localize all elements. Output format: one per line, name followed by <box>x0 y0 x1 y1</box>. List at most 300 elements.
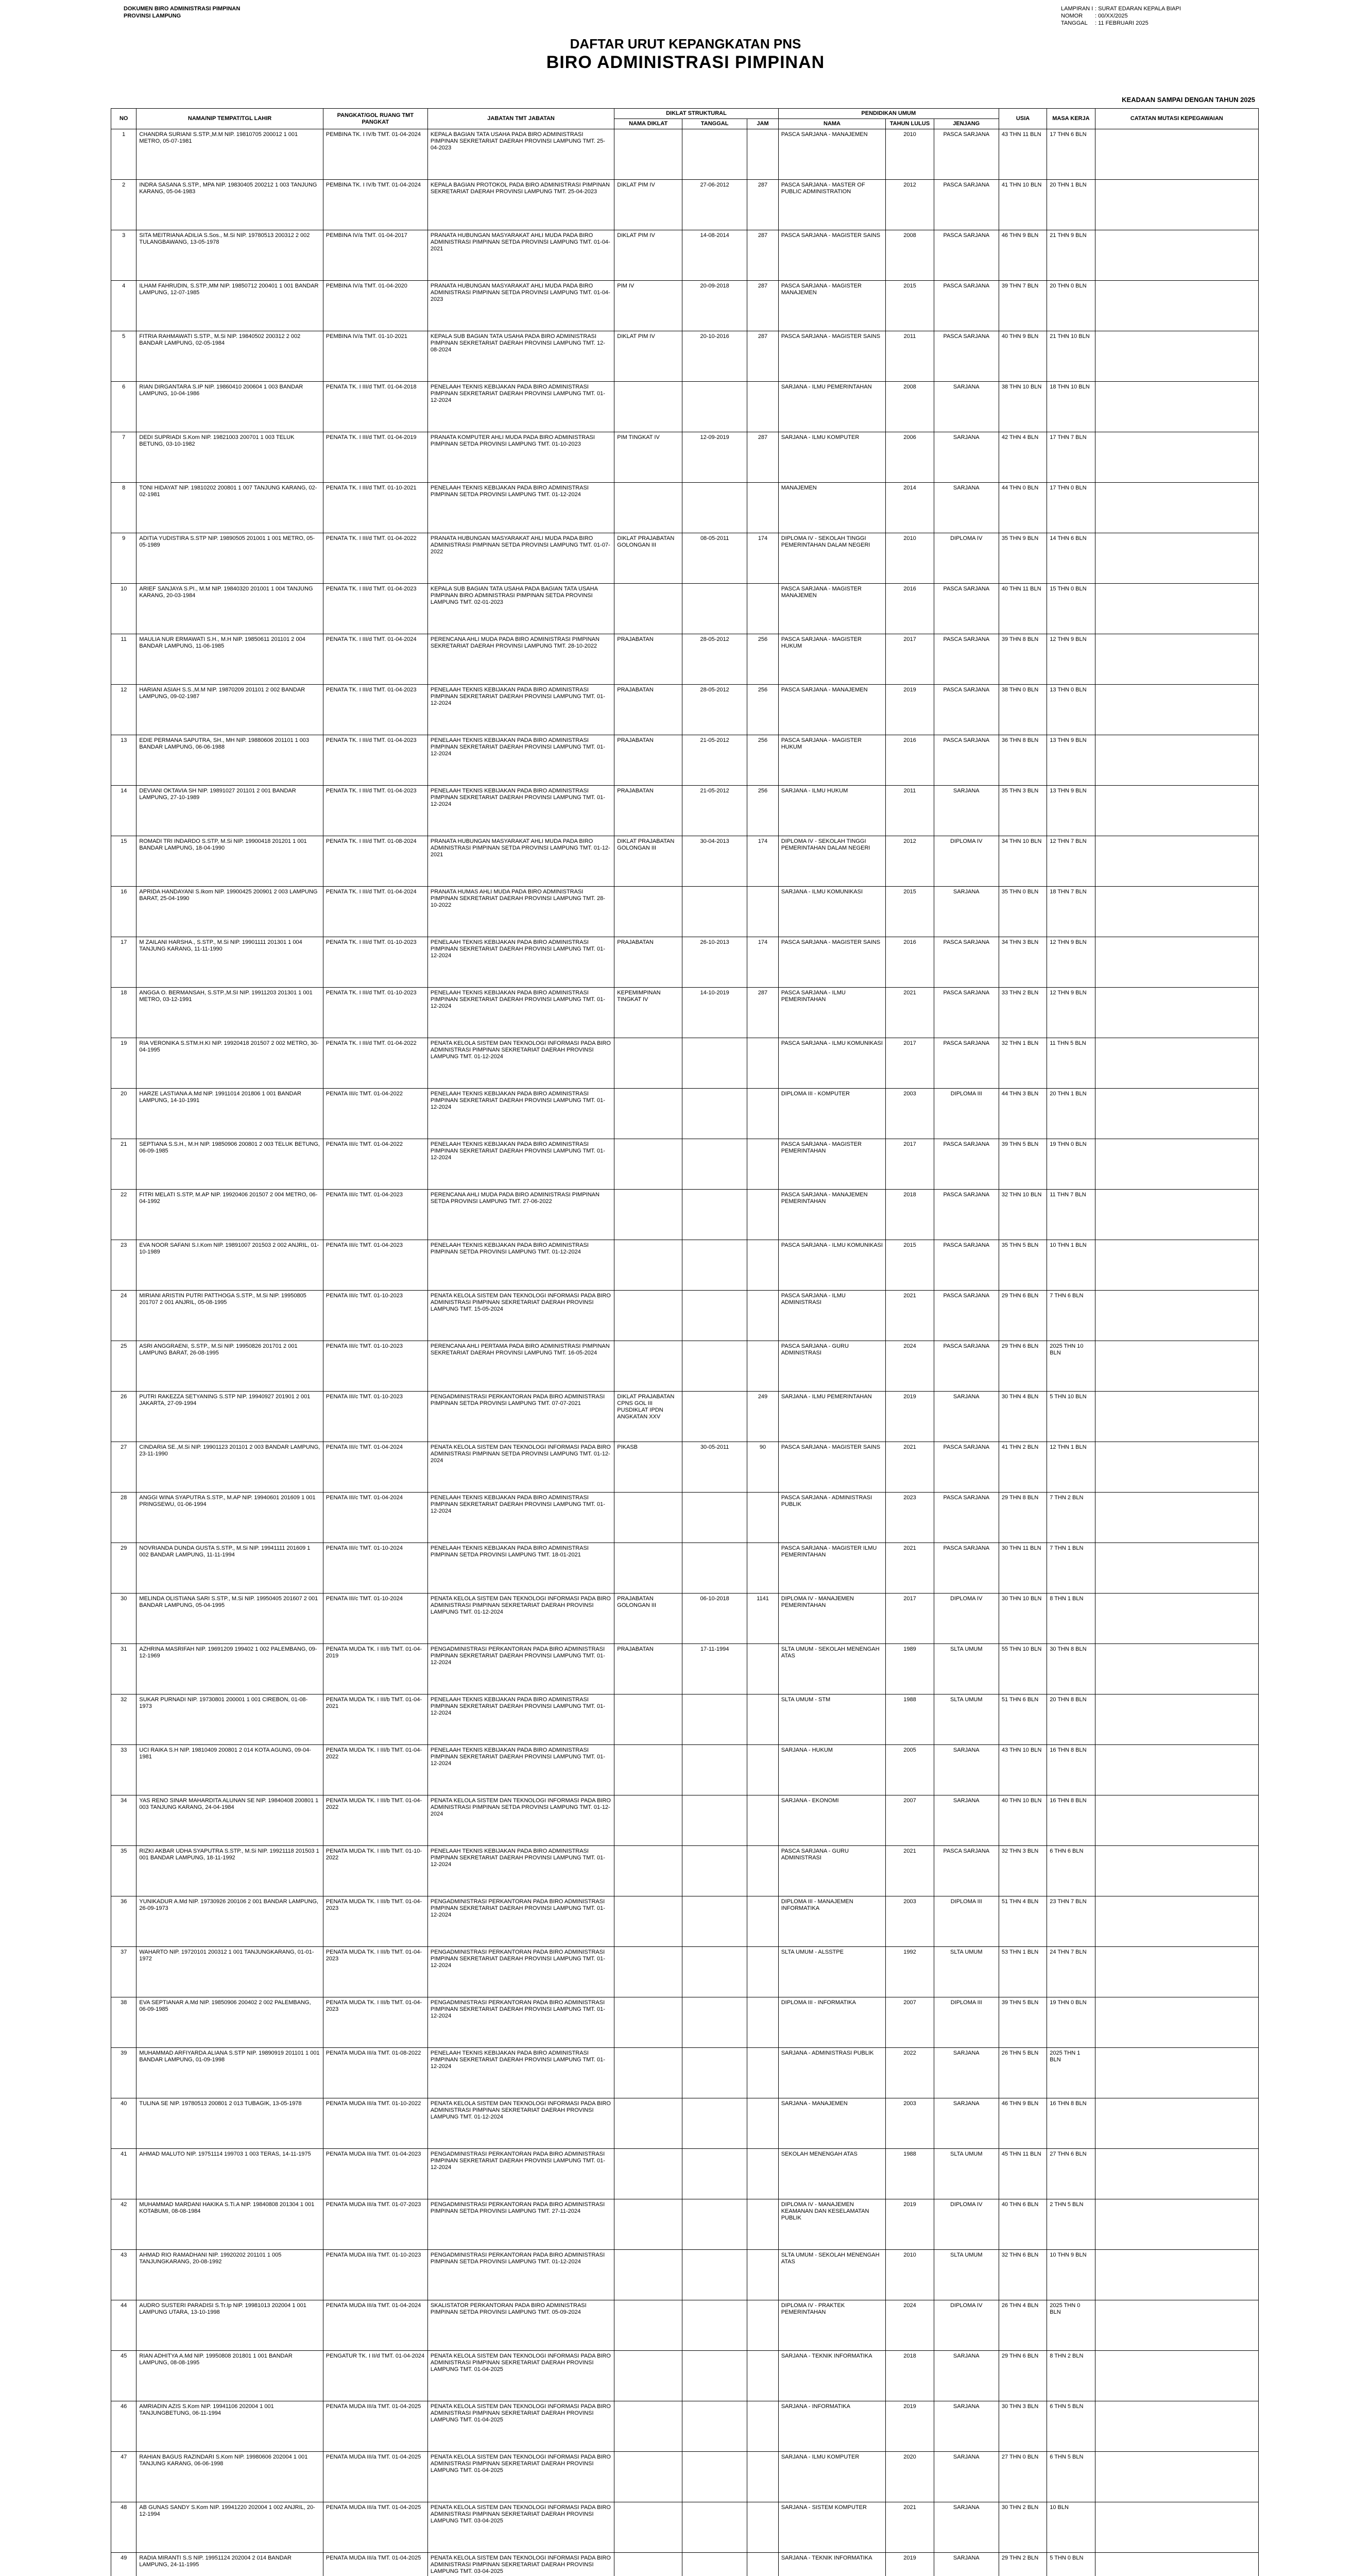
cell-training-date <box>682 1795 747 1846</box>
cell-notes <box>1095 533 1258 584</box>
cell-graduation-year: 2003 <box>886 2098 934 2149</box>
cell-name: NOVRIANDA DUNDA GUSTA S.STP., M.Si NIP. 19941111 201609 1 002 BANDAR LAMPUNG, 11-11-1994 <box>136 1543 323 1594</box>
cell-education-name: SLTA UMUM - ALSSTPE <box>778 1947 886 1997</box>
cell-notes <box>1095 1896 1258 1947</box>
cell-rank: PENGATUR TK. I II/d TMT. 01-04-2024 <box>323 2351 427 2401</box>
cell-rank: PEMBINA TK. I IV/b TMT. 01-04-2024 <box>323 180 427 230</box>
cell-training-name <box>614 1896 682 1947</box>
table-row <box>111 2149 1259 2199</box>
cell-training-hours: 174 <box>747 836 778 887</box>
cell-notes <box>1095 2351 1258 2401</box>
cell-training-hours <box>747 2300 778 2351</box>
cell-rank: PENATA TK. I III/d TMT. 01-04-2023 <box>323 584 427 634</box>
cell-notes <box>1095 1089 1258 1139</box>
cell-notes <box>1095 1291 1258 1341</box>
cell-notes <box>1095 2553 1258 2576</box>
cell-training-hours <box>747 1038 778 1089</box>
cell-rank: PENATA MUDA III/a TMT. 01-04-2024 <box>323 2300 427 2351</box>
cell-age: 46 THN 9 BLN <box>999 230 1047 281</box>
cell-education-name: PASCA SARJANA - MASTER OF PUBLIC ADMINISTRATION <box>778 180 886 230</box>
cell-training-name <box>614 1190 682 1240</box>
cell-training-date <box>682 2149 747 2199</box>
cell-position: PENATA KELOLA SISTEM DAN TEKNOLOGI INFORMASI PADA BIRO ADMINISTRASI PIMPINAN SEKRETARIAT DAERAH PROVINSI LAMPUNG TMT. 01-12-2024 <box>427 1594 614 1644</box>
cell-no: 10 <box>111 584 136 634</box>
cell-no: 43 <box>111 2250 136 2300</box>
cell-graduation-year: 2015 <box>886 281 934 331</box>
cell-position: PENELAAH TEKNIS KEBIJAKAN PADA BIRO ADMINISTRASI PIMPINAN SEKRETARIAT DAERAH PROVINSI LAMPUNG TMT. 01-12-2024 <box>427 685 614 735</box>
cell-name: ASRI ANGGRAENI, S.STP., M.Si NIP. 19950826 201701 2 001 LAMPUNG BARAT, 26-08-1995 <box>136 1341 323 1392</box>
cell-education-level: PASCA SARJANA <box>934 180 999 230</box>
table-row <box>111 988 1259 1038</box>
cell-age: 40 THN 9 BLN <box>999 331 1047 382</box>
cell-training-date: 14-10-2019 <box>682 988 747 1038</box>
cell-position: PENGADMINISTRASI PERKANTORAN PADA BIRO ADMINISTRASI PIMPINAN SEKRETARIAT DAERAH PROVINSI LAMPUNG TMT. 01-12-2024 <box>427 2149 614 2199</box>
cell-rank: PENATA TK. I III/d TMT. 01-04-2022 <box>323 533 427 584</box>
cell-service-years: 2025 THN 1 BLN <box>1047 2048 1095 2098</box>
cell-graduation-year: 2019 <box>886 2553 934 2576</box>
cell-age: 35 THN 5 BLN <box>999 1240 1047 1291</box>
cell-training-date <box>682 1240 747 1291</box>
cell-education-level: DIPLOMA III <box>934 1896 999 1947</box>
cell-education-name: PASCA SARJANA - ADMINISTRASI PUBLIK <box>778 1493 886 1543</box>
cell-no: 40 <box>111 2098 136 2149</box>
cell-training-name: DIKLAT PRAJABATAN GOLONGAN III <box>614 533 682 584</box>
cell-rank: PENATA III/c TMT. 01-04-2022 <box>323 1139 427 1190</box>
cell-position: PENATA KELOLA SISTEM DAN TEKNOLOGI INFORMASI PADA BIRO ADMINISTRASI PIMPINAN SEKRETARIAT DAERAH PROVINSI LAMPUNG TMT. 15-05-2024 <box>427 1291 614 1341</box>
cell-position: PENELAAH TEKNIS KEBIJAKAN PADA BIRO ADMINISTRASI PIMPINAN SEKRETARIAT DAERAH PROVINSI LAMPUNG TMT. 01-12-2024 <box>427 1694 614 1745</box>
cell-graduation-year: 2024 <box>886 1341 934 1392</box>
col-general-education: PENDIDIKAN UMUM <box>778 109 999 119</box>
cell-training-hours <box>747 1543 778 1594</box>
cell-training-name: DIKLAT PRAJABATAN GOLONGAN III <box>614 836 682 887</box>
cell-education-level: PASCA SARJANA <box>934 685 999 735</box>
cell-age: 29 THN 6 BLN <box>999 1341 1047 1392</box>
cell-age: 29 THN 8 BLN <box>999 1493 1047 1543</box>
cell-education-level: PASCA SARJANA <box>934 1291 999 1341</box>
cell-education-name: PASCA SARJANA - MAGISTER SAINS <box>778 1442 886 1493</box>
cell-graduation-year: 2024 <box>886 2300 934 2351</box>
cell-name: APRIDA HANDAYANI S.Ikom NIP. 19900425 200901 2 003 LAMPUNG BARAT, 25-04-1990 <box>136 887 323 937</box>
attachment-label: NOMOR <box>1061 13 1083 19</box>
cell-service-years: 21 THN 9 BLN <box>1047 230 1095 281</box>
cell-graduation-year: 2019 <box>886 685 934 735</box>
attachment-label: TANGGAL <box>1061 20 1088 26</box>
cell-service-years: 6 THN 5 BLN <box>1047 2401 1095 2452</box>
cell-training-date: 21-05-2012 <box>682 786 747 836</box>
cell-education-level: PASCA SARJANA <box>934 1341 999 1392</box>
cell-education-level: PASCA SARJANA <box>934 1846 999 1896</box>
cell-training-date <box>682 2300 747 2351</box>
cell-position: PENGADMINISTRASI PERKANTORAN PADA BIRO ADMINISTRASI PIMPINAN SEKRETARIAT DAERAH PROVINSI LAMPUNG TMT. 01-12-2024 <box>427 1644 614 1694</box>
cell-training-name: PIKASB <box>614 1442 682 1493</box>
cell-position: KEPALA BAGIAN TATA USAHA PADA BIRO ADMINISTRASI PIMPINAN SEKRETARIAT DAERAH PROVINSI LAMPUNG TMT. 25-04-2023 <box>427 129 614 180</box>
cell-education-name: PASCA SARJANA - MANAJEMEN <box>778 129 886 180</box>
cell-name: M ZAILANI HARSHA., S.STP., M.Si NIP. 19901111 201301 1 004 TANJUNG KARANG, 11-11-1990 <box>136 937 323 988</box>
cell-training-name <box>614 382 682 432</box>
cell-training-hours <box>747 382 778 432</box>
document-source-line2: PROVINSI LAMPUNG <box>124 13 181 19</box>
cell-no: 1 <box>111 129 136 180</box>
cell-no: 19 <box>111 1038 136 1089</box>
cell-education-level: PASCA SARJANA <box>934 988 999 1038</box>
cell-name: AZHRINA MASRIFAH NIP. 19691209 199402 1 002 PALEMBANG, 09-12-1969 <box>136 1644 323 1694</box>
cell-training-hours: 174 <box>747 533 778 584</box>
cell-training-date <box>682 1089 747 1139</box>
cell-training-hours <box>747 1795 778 1846</box>
cell-position: PRANATA KOMPUTER AHLI MUDA PADA BIRO ADMINISTRASI PIMPINAN SETDA PROVINSI LAMPUNG TMT. 01-10-2023 <box>427 432 614 483</box>
cell-service-years: 17 THN 0 BLN <box>1047 483 1095 533</box>
cell-name: SEPTIANA S.S.H., M.H NIP. 19850906 200801 2 003 TELUK BETUNG, 06-09-1985 <box>136 1139 323 1190</box>
cell-rank: PENATA MUDA TK. I III/b TMT. 01-04-2023 <box>323 1947 427 1997</box>
cell-no: 26 <box>111 1392 136 1442</box>
cell-notes <box>1095 2149 1258 2199</box>
cell-position: SKALISTATOR PERKANTORAN PADA BIRO ADMINISTRASI PIMPINAN SETDA PROVINSI LAMPUNG TMT. 05-09-2024 <box>427 2300 614 2351</box>
cell-training-date: 21-05-2012 <box>682 735 747 786</box>
cell-age: 32 THN 3 BLN <box>999 1846 1047 1896</box>
cell-rank: PENATA III/c TMT. 01-10-2023 <box>323 1291 427 1341</box>
cell-training-date <box>682 1694 747 1745</box>
cell-graduation-year: 2007 <box>886 1795 934 1846</box>
cell-training-name <box>614 1543 682 1594</box>
cell-age: 55 THN 10 BLN <box>999 1644 1047 1694</box>
cell-service-years: 12 THN 9 BLN <box>1047 937 1095 988</box>
col-training-name: NAMA DIKLAT <box>614 119 682 129</box>
cell-service-years: 8 THN 1 BLN <box>1047 1594 1095 1644</box>
cell-service-years: 12 THN 9 BLN <box>1047 988 1095 1038</box>
as-of-date: KEADAAN SAMPAI DENGAN TAHUN 2025 <box>1122 96 1255 104</box>
attachment-value: : SURAT EDARAN KEPALA BIAPI <box>1095 6 1181 12</box>
table-row <box>111 1493 1259 1543</box>
cell-service-years: 17 THN 7 BLN <box>1047 432 1095 483</box>
attachment-reference <box>1061 5 1181 27</box>
cell-age: 30 THN 3 BLN <box>999 2401 1047 2452</box>
cell-no: 25 <box>111 1341 136 1392</box>
cell-education-name: SARJANA - ILMU PEMERINTAHAN <box>778 382 886 432</box>
cell-service-years: 18 THN 10 BLN <box>1047 382 1095 432</box>
cell-graduation-year: 2016 <box>886 584 934 634</box>
cell-training-date: 12-09-2019 <box>682 432 747 483</box>
table-row <box>111 382 1259 432</box>
cell-no: 16 <box>111 887 136 937</box>
cell-name: TONI HIDAYAT NIP. 19810202 200801 1 007 TANJUNG KARANG, 02-02-1981 <box>136 483 323 533</box>
cell-training-name <box>614 1089 682 1139</box>
cell-training-name: PRAJABATAN <box>614 634 682 685</box>
cell-education-level: DIPLOMA III <box>934 1997 999 2048</box>
col-notes: CATATAN MUTASI KEPEGAWAIAN <box>1095 109 1258 129</box>
table-row <box>111 1240 1259 1291</box>
cell-training-name: DIKLAT PIM IV <box>614 230 682 281</box>
cell-graduation-year: 2015 <box>886 887 934 937</box>
cell-training-hours: 287 <box>747 988 778 1038</box>
cell-rank: PENATA MUDA III/a TMT. 01-04-2025 <box>323 2401 427 2452</box>
cell-education-level: PASCA SARJANA <box>934 634 999 685</box>
cell-training-date: 30-05-2011 <box>682 1442 747 1493</box>
cell-education-name: PASCA SARJANA - MAGISTER MANAJEMEN <box>778 281 886 331</box>
cell-training-hours <box>747 1644 778 1694</box>
cell-name: SUKAR PURNADI NIP. 19730801 200001 1 001 CIREBON, 01-08-1973 <box>136 1694 323 1745</box>
cell-notes <box>1095 432 1258 483</box>
cell-rank: PENATA MUDA III/a TMT. 01-04-2025 <box>323 2452 427 2502</box>
cell-position: PENGADMINISTRASI PERKANTORAN PADA BIRO ADMINISTRASI PIMPINAN SETDA PROVINSI LAMPUNG TMT. 07-07-2021 <box>427 1392 614 1442</box>
cell-notes <box>1095 2401 1258 2452</box>
cell-training-hours <box>747 2098 778 2149</box>
cell-graduation-year: 1992 <box>886 1947 934 1997</box>
table-row <box>111 1038 1259 1089</box>
cell-age: 29 THN 6 BLN <box>999 1291 1047 1341</box>
cell-rank: PENATA TK. I III/d TMT. 01-04-2024 <box>323 634 427 685</box>
cell-name: AHMAD RIO RAMADHANI NIP. 19920202 201101 1 005 TANJUNGKARANG, 20-08-1992 <box>136 2250 323 2300</box>
cell-name: CINDARIA SE.,M.Si NIP. 19901123 201101 2 003 BANDAR LAMPUNG, 23-11-1990 <box>136 1442 323 1493</box>
cell-training-hours <box>747 2452 778 2502</box>
cell-age: 44 THN 3 BLN <box>999 1089 1047 1139</box>
cell-education-level: PASCA SARJANA <box>934 1038 999 1089</box>
cell-notes <box>1095 1341 1258 1392</box>
col-name: NAMA/NIP TEMPAT/TGL LAHIR <box>136 109 323 129</box>
cell-service-years: 30 THN 8 BLN <box>1047 1644 1095 1694</box>
cell-no: 20 <box>111 1089 136 1139</box>
cell-education-name: SEKOLAH MENENGAH ATAS <box>778 2149 886 2199</box>
cell-position: PRANATA HUBUNGAN MASYARAKAT AHLI MUDA PADA BIRO ADMINISTRASI PIMPINAN SETDA PROVINSI LAMPUNG TMT. 01-12-2021 <box>427 836 614 887</box>
cell-notes <box>1095 988 1258 1038</box>
cell-training-name <box>614 2351 682 2401</box>
cell-graduation-year: 2011 <box>886 331 934 382</box>
cell-training-name <box>614 2401 682 2452</box>
cell-notes <box>1095 129 1258 180</box>
cell-training-date <box>682 1291 747 1341</box>
cell-graduation-year: 2010 <box>886 2250 934 2300</box>
table-row <box>111 1745 1259 1795</box>
cell-training-hours <box>747 2553 778 2576</box>
table-row <box>111 1896 1259 1947</box>
cell-education-name: DIPLOMA IV - SEKOLAH TINGGI PEMERINTAHAN DALAM NEGERI <box>778 533 886 584</box>
cell-no: 46 <box>111 2401 136 2452</box>
cell-training-date <box>682 1896 747 1947</box>
cell-name: DEDI SUPRIADI S.Kom NIP. 19821003 200701 1 003 TELUK BETUNG, 03-10-1982 <box>136 432 323 483</box>
cell-education-level: SARJANA <box>934 2553 999 2576</box>
cell-graduation-year: 2003 <box>886 1896 934 1947</box>
cell-education-level: PASCA SARJANA <box>934 1543 999 1594</box>
cell-no: 38 <box>111 1997 136 2048</box>
cell-notes <box>1095 584 1258 634</box>
cell-graduation-year: 2015 <box>886 1240 934 1291</box>
cell-education-name: PASCA SARJANA - GURU ADMINISTRASI <box>778 1341 886 1392</box>
cell-graduation-year: 2017 <box>886 1038 934 1089</box>
cell-no: 18 <box>111 988 136 1038</box>
cell-education-name: SARJANA - ILMU PEMERINTAHAN <box>778 1392 886 1442</box>
cell-training-date <box>682 1493 747 1543</box>
cell-notes <box>1095 887 1258 937</box>
cell-education-level: SLTA UMUM <box>934 2250 999 2300</box>
cell-training-hours <box>747 1694 778 1745</box>
cell-training-hours <box>747 1291 778 1341</box>
cell-age: 26 THN 5 BLN <box>999 2048 1047 2098</box>
cell-education-name: PASCA SARJANA - ILMU KOMUNIKASI <box>778 1240 886 1291</box>
cell-training-name <box>614 2098 682 2149</box>
cell-education-level: PASCA SARJANA <box>934 281 999 331</box>
cell-position: PRANATA HUMAS AHLI MUDA PADA BIRO ADMINISTRASI PIMPINAN SEKRETARIAT DAERAH PROVINSI LAMPUNG TMT. 28-10-2022 <box>427 887 614 937</box>
cell-service-years: 20 THN 1 BLN <box>1047 180 1095 230</box>
cell-notes <box>1095 1038 1258 1089</box>
cell-age: 35 THN 9 BLN <box>999 533 1047 584</box>
cell-no: 44 <box>111 2300 136 2351</box>
cell-training-name <box>614 1846 682 1896</box>
cell-education-name: DIPLOMA III - MANAJEMEN INFORMATIKA <box>778 1896 886 1947</box>
cell-age: 33 THN 2 BLN <box>999 988 1047 1038</box>
cell-training-hours: 256 <box>747 685 778 735</box>
cell-notes <box>1095 1543 1258 1594</box>
cell-position: PENGADMINISTRASI PERKANTORAN PADA BIRO ADMINISTRASI PIMPINAN SEKRETARIAT DAERAH PROVINSI LAMPUNG TMT. 01-12-2024 <box>427 1896 614 1947</box>
cell-education-name: SARJANA - ILMU HUKUM <box>778 786 886 836</box>
cell-service-years: 5 THN 10 BLN <box>1047 1392 1095 1442</box>
cell-training-date <box>682 1745 747 1795</box>
cell-education-level: DIPLOMA IV <box>934 533 999 584</box>
cell-position: PENATA KELOLA SISTEM DAN TEKNOLOGI INFORMASI PADA BIRO ADMINISTRASI PIMPINAN SEKRETARIAT DAERAH PROVINSI LAMPUNG TMT. 01-04-2025 <box>427 2401 614 2452</box>
cell-training-date: 17-11-1994 <box>682 1644 747 1694</box>
cell-training-name: DIKLAT PRAJABATAN CPNS GOL III PUSDIKLAT IPDN ANGKATAN XXV <box>614 1392 682 1442</box>
cell-training-name: DIKLAT PIM IV <box>614 180 682 230</box>
cell-position: KEPALA SUB BAGIAN TATA USAHA PADA BIRO ADMINISTRASI PIMPINAN SEKRETARIAT DAERAH PROVINSI LAMPUNG TMT. 12-08-2024 <box>427 331 614 382</box>
cell-training-hours <box>747 584 778 634</box>
cell-no: 7 <box>111 432 136 483</box>
cell-training-name <box>614 1038 682 1089</box>
col-no: NO <box>111 109 136 129</box>
cell-education-name: DIPLOMA IV - PRAKTEK PEMERINTAHAN <box>778 2300 886 2351</box>
cell-training-date <box>682 584 747 634</box>
cell-service-years: 16 THN 8 BLN <box>1047 2098 1095 2149</box>
cell-service-years: 6 THN 5 BLN <box>1047 2452 1095 2502</box>
cell-no: 36 <box>111 1896 136 1947</box>
table-row <box>111 1594 1259 1644</box>
cell-education-level: SARJANA <box>934 2098 999 2149</box>
cell-service-years: 13 THN 9 BLN <box>1047 735 1095 786</box>
cell-graduation-year: 2016 <box>886 937 934 988</box>
cell-training-hours: 1141 <box>747 1594 778 1644</box>
cell-age: 39 THN 7 BLN <box>999 281 1047 331</box>
cell-age: 45 THN 11 BLN <box>999 2149 1047 2199</box>
cell-age: 38 THN 10 BLN <box>999 382 1047 432</box>
document-source <box>124 5 240 20</box>
cell-notes <box>1095 1240 1258 1291</box>
col-age: USIA <box>999 109 1047 129</box>
cell-education-name: DIPLOMA IV - MANAJEMEN PEMERINTAHAN <box>778 1594 886 1644</box>
cell-education-name: SARJANA - ILMU KOMUNIKASI <box>778 887 886 937</box>
cell-training-date <box>682 2098 747 2149</box>
cell-rank: PENATA III/c TMT. 01-10-2023 <box>323 1341 427 1392</box>
cell-name: YAS RENO SINAR MAHARDITA ALUNAN SE NIP. 19840408 200801 1 003 TANJUNG KARANG, 24-04-1984 <box>136 1795 323 1846</box>
cell-training-hours: 287 <box>747 230 778 281</box>
col-training-date: TANGGAL <box>682 119 747 129</box>
cell-graduation-year: 2021 <box>886 1543 934 1594</box>
cell-training-date <box>682 483 747 533</box>
cell-service-years: 17 THN 6 BLN <box>1047 129 1095 180</box>
cell-notes <box>1095 634 1258 685</box>
cell-service-years: 10 THN 1 BLN <box>1047 1240 1095 1291</box>
cell-education-name: DIPLOMA III - INFORMATIKA <box>778 1997 886 2048</box>
cell-notes <box>1095 1846 1258 1896</box>
cell-training-hours <box>747 1240 778 1291</box>
cell-position: PENELAAH TEKNIS KEBIJAKAN PADA BIRO ADMINISTRASI PIMPINAN SEKRETARIAT DAERAH PROVINSI LAMPUNG TMT. 01-12-2024 <box>427 1493 614 1543</box>
cell-education-level: SARJANA <box>934 2401 999 2452</box>
cell-age: 40 THN 6 BLN <box>999 2199 1047 2250</box>
cell-education-level: SLTA UMUM <box>934 1947 999 1997</box>
cell-rank: PENATA III/c TMT. 01-04-2022 <box>323 1089 427 1139</box>
cell-rank: PENATA MUDA III/a TMT. 01-08-2022 <box>323 2048 427 2098</box>
cell-education-name: SARJANA - TEKNIK INFORMATIKA <box>778 2553 886 2576</box>
cell-education-name: DIPLOMA IV - SEKOLAH TINGGI PEMERINTAHAN DALAM NEGERI <box>778 836 886 887</box>
cell-position: PENATA KELOLA SISTEM DAN TEKNOLOGI INFORMASI PADA BIRO ADMINISTRASI PIMPINAN SEKRETARIAT DAERAH PROVINSI LAMPUNG TMT. 01-04-2025 <box>427 2452 614 2502</box>
cell-training-hours <box>747 1896 778 1947</box>
cell-no: 45 <box>111 2351 136 2401</box>
cell-education-level: SARJANA <box>934 1745 999 1795</box>
cell-name: SITA MEITRIANA ADILIA S.Sos., M.Si NIP. 19780513 200312 2 002 TULANGBAWANG, 13-05-1978 <box>136 230 323 281</box>
cell-graduation-year: 2018 <box>886 1190 934 1240</box>
cell-graduation-year: 2012 <box>886 180 934 230</box>
cell-education-level: PASCA SARJANA <box>934 1493 999 1543</box>
table-row <box>111 533 1259 584</box>
cell-training-date: 20-10-2016 <box>682 331 747 382</box>
cell-position: PENELAAH TEKNIS KEBIJAKAN PADA BIRO ADMINISTRASI PIMPINAN SEKRETARIAT DAERAH PROVINSI LAMPUNG TMT. 01-12-2024 <box>427 2048 614 2098</box>
cell-name: ARIEF SANJAYA S.PI., M.M NIP. 19840320 201001 1 004 TANJUNG KARANG, 20-03-1984 <box>136 584 323 634</box>
cell-rank: PENATA MUDA III/a TMT. 01-10-2023 <box>323 2250 427 2300</box>
cell-education-name: SARJANA - ILMU KOMPUTER <box>778 432 886 483</box>
cell-position: PENELAAH TEKNIS KEBIJAKAN PADA BIRO ADMINISTRASI PIMPINAN SETDA PROVINSI LAMPUNG TMT. 01-12-2024 <box>427 483 614 533</box>
cell-position: PENATA KELOLA SISTEM DAN TEKNOLOGI INFORMASI PADA BIRO ADMINISTRASI PIMPINAN SEKRETARIAT DAERAH PROVINSI LAMPUNG TMT. 03-04-2025 <box>427 2553 614 2576</box>
cell-training-hours: 287 <box>747 281 778 331</box>
cell-rank: PENATA TK. I III/d TMT. 01-10-2021 <box>323 483 427 533</box>
cell-service-years: 18 THN 7 BLN <box>1047 887 1095 937</box>
cell-training-date: 30-04-2013 <box>682 836 747 887</box>
cell-training-date <box>682 2452 747 2502</box>
cell-education-level: PASCA SARJANA <box>934 331 999 382</box>
cell-education-level: PASCA SARJANA <box>934 230 999 281</box>
cell-service-years: 21 THN 10 BLN <box>1047 331 1095 382</box>
cell-name: ILHAM FAHRUDIN, S.STP.,MM NIP. 19850712 200401 1 001 BANDAR LAMPUNG, 12-07-1985 <box>136 281 323 331</box>
cell-age: 41 THN 10 BLN <box>999 180 1047 230</box>
cell-education-level: DIPLOMA IV <box>934 2300 999 2351</box>
cell-position: PERENCANA AHLI PERTAMA PADA BIRO ADMINISTRASI PIMPINAN SEKRETARIAT DAERAH PROVINSI LAMPUNG TMT. 16-05-2024 <box>427 1341 614 1392</box>
cell-training-name: PRAJABATAN <box>614 937 682 988</box>
table-row <box>111 2048 1259 2098</box>
cell-no: 14 <box>111 786 136 836</box>
cell-training-hours <box>747 1947 778 1997</box>
cell-no: 23 <box>111 1240 136 1291</box>
cell-education-name: SLTA UMUM - SEKOLAH MENENGAH ATAS <box>778 1644 886 1694</box>
cell-name: ANGGI WINA SYAPUTRA S.STP., M.AP NIP. 19940601 201609 1 001 PRINGSEWU, 01-06-1994 <box>136 1493 323 1543</box>
cell-position: PENELAAH TEKNIS KEBIJAKAN PADA BIRO ADMINISTRASI PIMPINAN SEKRETARIAT DAERAH PROVINSI LAMPUNG TMT. 01-12-2024 <box>427 786 614 836</box>
cell-name: INDRA SASANA S.STP., MPA NIP. 19830405 200212 1 003 TANJUNG KARANG, 05-04-1983 <box>136 180 323 230</box>
cell-training-date <box>682 1139 747 1190</box>
table-row <box>111 584 1259 634</box>
cell-training-name <box>614 1139 682 1190</box>
cell-education-level: PASCA SARJANA <box>934 584 999 634</box>
cell-age: 39 THN 5 BLN <box>999 1997 1047 2048</box>
cell-education-level: SARJANA <box>934 382 999 432</box>
cell-position: PENATA KELOLA SISTEM DAN TEKNOLOGI INFORMASI PADA BIRO ADMINISTRASI PIMPINAN SETDA PROVINSI LAMPUNG TMT. 01-12-2024 <box>427 1795 614 1846</box>
cell-graduation-year: 2016 <box>886 735 934 786</box>
cell-service-years: 16 THN 8 BLN <box>1047 1795 1095 1846</box>
cell-education-name: SLTA UMUM - SEKOLAH MENENGAH ATAS <box>778 2250 886 2300</box>
cell-position: PENELAAH TEKNIS KEBIJAKAN PADA BIRO ADMINISTRASI PIMPINAN SEKRETARIAT DAERAH PROVINSI LAMPUNG TMT. 01-12-2024 <box>427 1846 614 1896</box>
cell-service-years: 16 THN 8 BLN <box>1047 1745 1095 1795</box>
cell-training-name <box>614 129 682 180</box>
col-rank: PANGKAT/GOL RUANG TMT PANGKAT <box>323 109 427 129</box>
table-row <box>111 1795 1259 1846</box>
cell-no: 13 <box>111 735 136 786</box>
cell-training-name <box>614 483 682 533</box>
cell-rank: PEMBINA IV/a TMT. 01-04-2020 <box>323 281 427 331</box>
cell-education-level: DIPLOMA III <box>934 1089 999 1139</box>
cell-training-name <box>614 1694 682 1745</box>
